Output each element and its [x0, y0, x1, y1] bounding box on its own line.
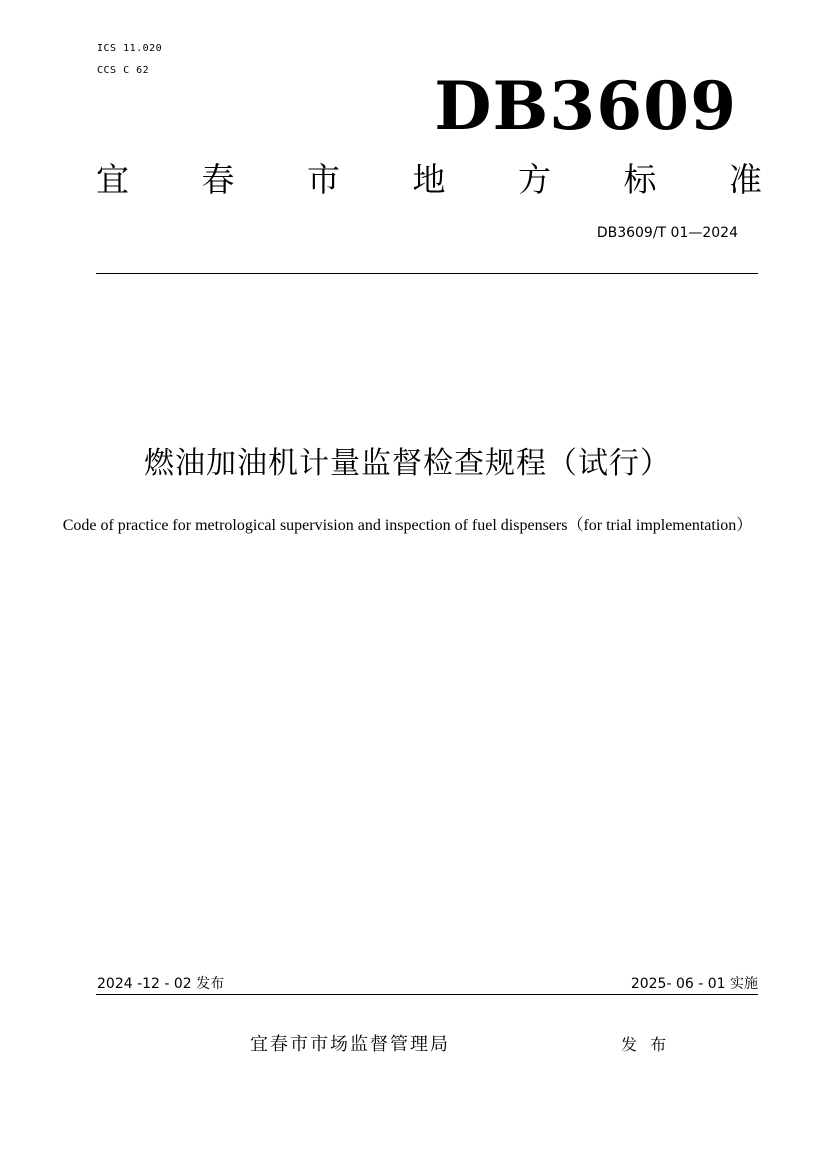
- issue-date: 2024 -12 - 02 发布: [97, 976, 225, 992]
- standard-type-char: 标: [623, 160, 657, 199]
- ics-code: ICS 11.020: [97, 43, 163, 54]
- header-divider: [96, 273, 758, 274]
- footer-divider: [96, 994, 758, 995]
- title-english: Code of practice for metrological supervision and inspection of fuel dispensers（for trial implementation）: [62, 517, 753, 534]
- standard-type-char: 宜: [96, 160, 129, 199]
- ccs-code: CCS C 62: [97, 65, 150, 76]
- title-chinese: 燃油加油机计量监督检查规程（试行）: [144, 446, 671, 481]
- standard-type-char: 市: [307, 160, 340, 199]
- standard-type-char: 方: [518, 160, 551, 199]
- standard-type-char: 准: [729, 160, 762, 199]
- standard-type-heading: [96, 158, 762, 202]
- standard-type-char: 地: [412, 160, 446, 199]
- issuing-authority: 宜春市市场监督管理局: [250, 1034, 450, 1055]
- implementation-date: 2025- 06 - 01 实施: [630, 976, 758, 992]
- standard-number: DB3609/T 01—2024: [596, 225, 738, 241]
- issue-label: 发 布: [621, 1035, 671, 1054]
- standard-type-char: 春: [201, 160, 235, 199]
- standard-code: DB3609: [434, 67, 737, 145]
